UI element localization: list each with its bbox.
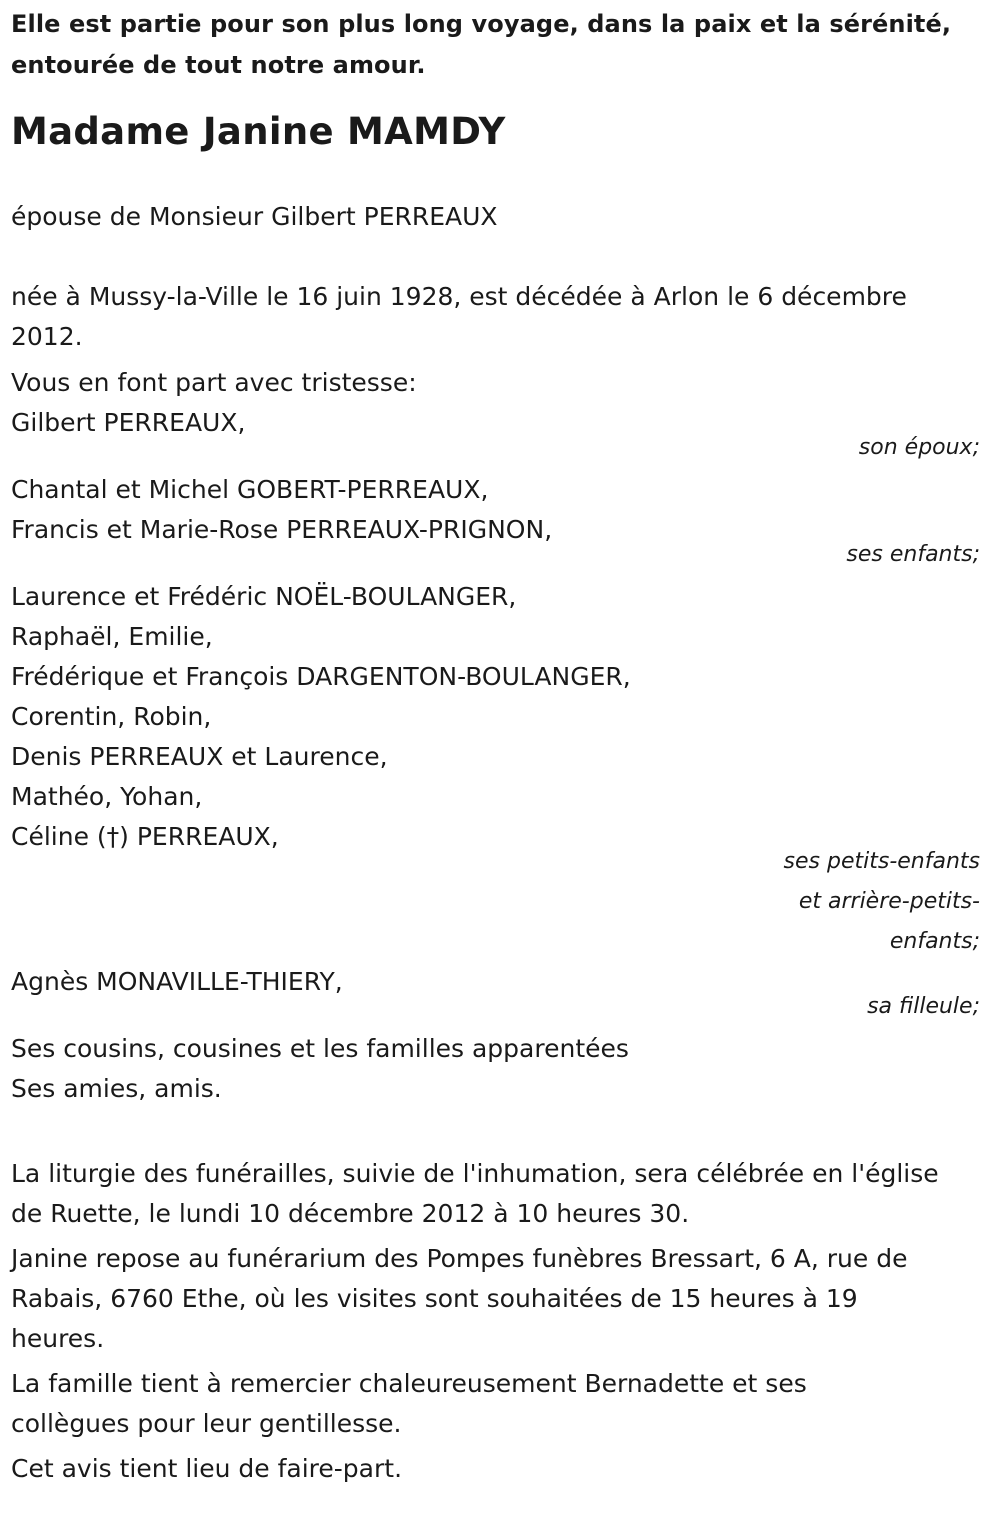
liturgy-line: La liturgie des funérailles, suivie de l'inhumation, sera célébrée en l'église [11, 1159, 939, 1188]
family-name: Francis et Marie-Rose PERREAUX-PRIGNON, [11, 515, 553, 544]
rest-place-text [11, 1239, 980, 1359]
family-name: Gilbert PERREAUX, [11, 408, 246, 437]
rest-place-line: Rabais, 6760 Ethe, où les visites sont souhaitées de 15 heures à 19 [11, 1284, 858, 1313]
obituary-notice [0, 4, 980, 1489]
deceased-name: Madame Janine MAMDY [11, 110, 506, 153]
family-group-goddaughter [11, 962, 980, 1027]
thanks-text [11, 1364, 980, 1444]
family-group-children [11, 470, 980, 575]
family-name: Raphaël, Emilie, [11, 622, 213, 651]
birth-death-line: 2012. [11, 322, 83, 351]
birth-death-line: née à Mussy-la-Ville le 16 juin 1928, est décédée à Arlon le 6 décembre [11, 282, 907, 311]
family-name: Céline (†) PERREAUX, [11, 822, 279, 851]
rest-place-line: Janine repose au funérarium des Pompes funèbres Bressart, 6 A, rue de [11, 1244, 908, 1273]
thanks-line: collègues pour leur gentillesse. [11, 1409, 402, 1438]
closing-text: Cet avis tient lieu de faire-part. [11, 1454, 403, 1483]
liturgy-line: de Ruette, le lundi 10 décembre 2012 à 10 heures 30. [11, 1199, 690, 1228]
family-name: Chantal et Michel GOBERT-PERREAUX, [11, 475, 489, 504]
family-name: Laurence et Frédéric NOËL-BOULANGER, [11, 582, 517, 611]
intro-text [11, 4, 980, 86]
others-line: Ses amies, amis. [11, 1074, 222, 1103]
spouse-text: épouse de Monsieur Gilbert PERREAUX [11, 202, 498, 231]
family-name: Denis PERREAUX et Laurence, [11, 742, 388, 771]
family-group-grandchildren [11, 577, 980, 962]
birth-death-text [11, 277, 980, 357]
others-line: Ses cousins, cousines et les familles apparentées [11, 1034, 629, 1063]
family-name: Frédérique et François DARGENTON-BOULANGER, [11, 662, 631, 691]
family-role-line: ses petits-enfants [783, 849, 980, 874]
family-role: ses enfants; [846, 542, 980, 567]
family-group-spouse [11, 403, 980, 468]
thanks-line: La famille tient à remercier chaleureusement Bernadette et ses [11, 1369, 807, 1398]
family-role-line: enfants; [889, 929, 980, 954]
family-name: Mathéo, Yohan, [11, 782, 203, 811]
family-role: sa filleule; [867, 994, 980, 1019]
rest-place-line: heures. [11, 1324, 105, 1353]
others-text [11, 1029, 980, 1109]
liturgy-text [11, 1154, 980, 1234]
family-name: Corentin, Robin, [11, 702, 212, 731]
intro-line: Elle est partie pour son plus long voyage, dans la paix et la sérénité, [11, 10, 952, 38]
family-name: Agnès MONAVILLE-THIERY, [11, 967, 343, 996]
family-role [750, 842, 980, 962]
family-role: son époux; [858, 435, 980, 460]
family-role-line: et arrière-petits- [798, 889, 980, 914]
announce-intro: Vous en font part avec tristesse: [11, 368, 417, 397]
intro-line: entourée de tout notre amour. [11, 51, 426, 79]
